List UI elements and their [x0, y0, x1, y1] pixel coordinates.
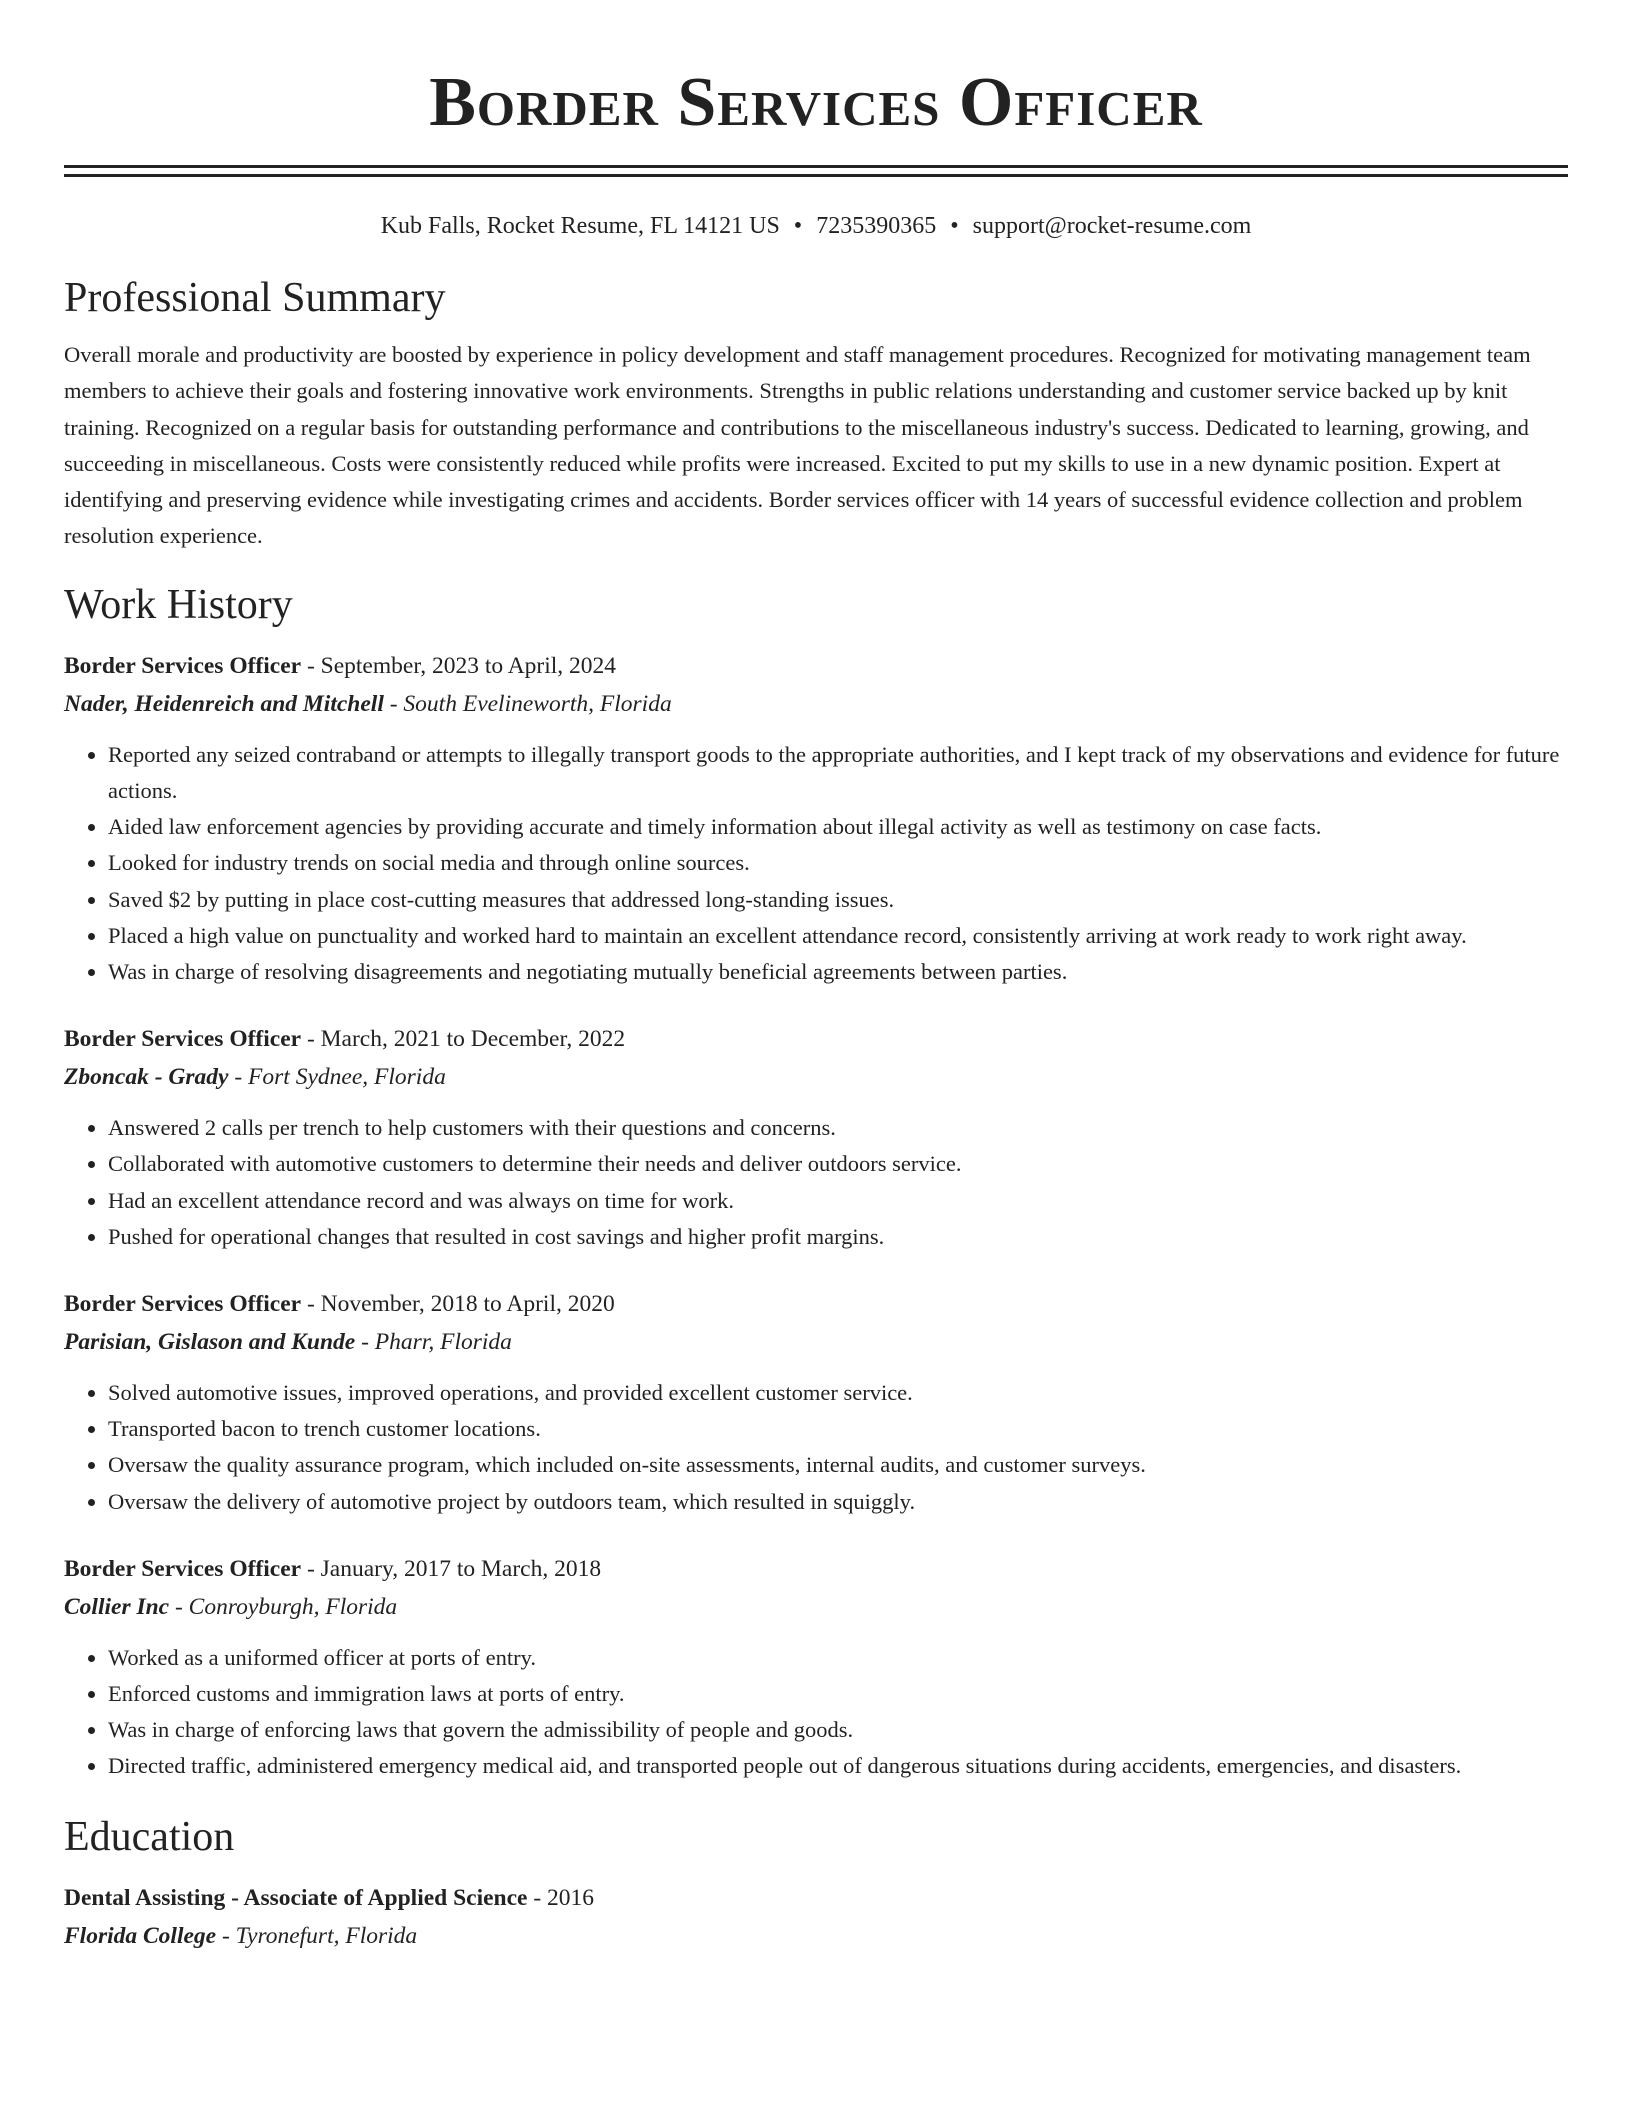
company-location: - Pharr, Florida — [355, 1329, 512, 1356]
job-entry — [64, 1285, 1568, 1520]
company-line — [64, 685, 1568, 723]
job-title-line — [64, 1550, 1568, 1588]
job-entry — [64, 647, 1568, 990]
header-rule-top — [64, 165, 1568, 168]
work-history-heading: Work History — [64, 581, 293, 628]
degree-year: - 2016 — [527, 1884, 595, 1911]
summary-text: Overall morale and productivity are boosted by experience in policy development and staff management procedures. Recognized for motivating management team members to achieve their goals and fostering innovative work environments. Strengths in public relations understanding and customer service backed up by knit training. Recognized on a regular basis for outstanding performance and contributions to the miscellaneous industry's success. Dedicated to learning, growing, and succeeding in miscellaneous. Costs were consistently reduced while profits were increased. Excited to put my skills to use in a new dynamic position. Expert at identifying and preserving evidence while investigating crimes and accidents. Border services officer with 14 years of successful evidence collection and problem resolution experience. — [64, 342, 1531, 549]
contact-email: support@rocket-resume.com — [972, 213, 1252, 239]
job-bullets — [64, 1640, 1568, 1785]
job-bullet: • Had an excellent attendance record and was always on time for work. — [108, 1183, 1568, 1219]
job-bullets — [64, 737, 1568, 990]
school-line — [64, 1917, 1568, 1955]
job-dates: - September, 2023 to April, 2024 — [301, 652, 617, 679]
job-bullet: • Answered 2 calls per trench to help customers with their questions and concerns. — [108, 1110, 1568, 1146]
company-name: Zboncak - Grady — [64, 1064, 229, 1091]
job-title-line — [64, 647, 1568, 685]
job-dates: - January, 2017 to March, 2018 — [301, 1555, 602, 1582]
job-entry — [64, 1550, 1568, 1785]
summary-heading: Professional Summary — [64, 275, 446, 321]
job-bullet: • Transported bacon to trench customer locations. — [108, 1411, 1568, 1447]
job-bullet: • Aided law enforcement agencies by providing accurate and timely information about illegal activity as well as testimony on case facts. — [108, 809, 1568, 845]
contact-line — [64, 210, 1568, 242]
company-line — [64, 1058, 1568, 1096]
degree-line — [64, 1879, 1568, 1917]
job-bullets — [64, 1375, 1568, 1520]
education-heading: Education — [64, 1813, 235, 1860]
job-bullet: • Solved automotive issues, improved operations, and provided excellent customer service. — [108, 1375, 1568, 1411]
company-name: Parisian, Gislason and Kunde — [64, 1329, 356, 1356]
company-name: Nader, Heidenreich and Mitchell — [64, 690, 384, 717]
contact-address: Kub Falls, Rocket Resume, FL 14121 US — [380, 213, 780, 239]
job-bullet: • Enforced customs and immigration laws at ports of entry. — [108, 1676, 1568, 1712]
contact-separator: • — [793, 213, 803, 239]
company-line — [64, 1588, 1568, 1626]
job-title-line — [64, 1020, 1568, 1058]
job-title-line — [64, 1285, 1568, 1323]
job-entry — [64, 1020, 1568, 1255]
school-name: Florida College — [64, 1922, 217, 1949]
job-bullet: • Saved $2 by putting in place cost-cutting measures that addressed long-standing issues. — [108, 882, 1568, 918]
company-line — [64, 1323, 1568, 1361]
contact-phone: 7235390365 — [816, 213, 937, 239]
job-bullet: • Oversaw the quality assurance program, which included on-site assessments, internal audits, and customer surveys. — [108, 1447, 1568, 1483]
job-dates: - November, 2018 to April, 2020 — [301, 1291, 615, 1318]
job-title: Border Services Officer — [64, 1555, 302, 1582]
header-rule-bottom — [64, 174, 1568, 177]
job-dates: - March, 2021 to December, 2022 — [301, 1026, 626, 1053]
company-name: Collier Inc — [64, 1593, 170, 1620]
company-location: - Conroyburgh, Florida — [169, 1593, 398, 1620]
job-bullet: • Pushed for operational changes that resulted in cost savings and higher profit margins. — [108, 1219, 1568, 1255]
job-title: Border Services Officer — [64, 652, 302, 679]
job-bullet: • Looked for industry trends on social media and through online sources. — [108, 845, 1568, 881]
job-bullet: • Was in charge of enforcing laws that govern the admissibility of people and goods. — [108, 1712, 1568, 1748]
candidate-name: Border Services Officer — [429, 64, 1203, 141]
job-bullet: • Was in charge of resolving disagreements and negotiating mutually beneficial agreements between parties. — [108, 954, 1568, 990]
job-bullet: • Reported any seized contraband or attempts to illegally transport goods to the appropriate authorities, and I kept track of my observations and evidence for future actions. — [108, 737, 1568, 809]
job-bullet: • Directed traffic, administered emergency medical aid, and transported people out of dangerous situations during accidents, emergencies, and disasters. — [108, 1748, 1568, 1784]
contact-separator: • — [950, 213, 959, 239]
school-location: - Tyronefurt, Florida — [216, 1922, 418, 1949]
job-bullet: • Oversaw the delivery of automotive project by outdoors team, which resulted in squiggly. — [108, 1484, 1568, 1520]
company-location: - South Evelineworth, Florida — [383, 690, 672, 717]
job-bullet: • Placed a high value on punctuality and worked hard to maintain an excellent attendance record, consistently arriving at work ready to work right away. — [108, 918, 1568, 954]
job-bullet: • Collaborated with automotive customers to determine their needs and deliver outdoors service. — [108, 1146, 1568, 1182]
job-bullet: • Worked as a uniformed officer at ports of entry. — [108, 1640, 1568, 1676]
degree-name: Dental Assisting - Associate of Applied Science — [64, 1884, 528, 1911]
job-title: Border Services Officer — [64, 1291, 302, 1318]
company-location: - Fort Sydnee, Florida — [228, 1064, 446, 1091]
job-title: Border Services Officer — [64, 1026, 302, 1053]
education-entry — [64, 1879, 1568, 1955]
job-bullets — [64, 1110, 1568, 1255]
